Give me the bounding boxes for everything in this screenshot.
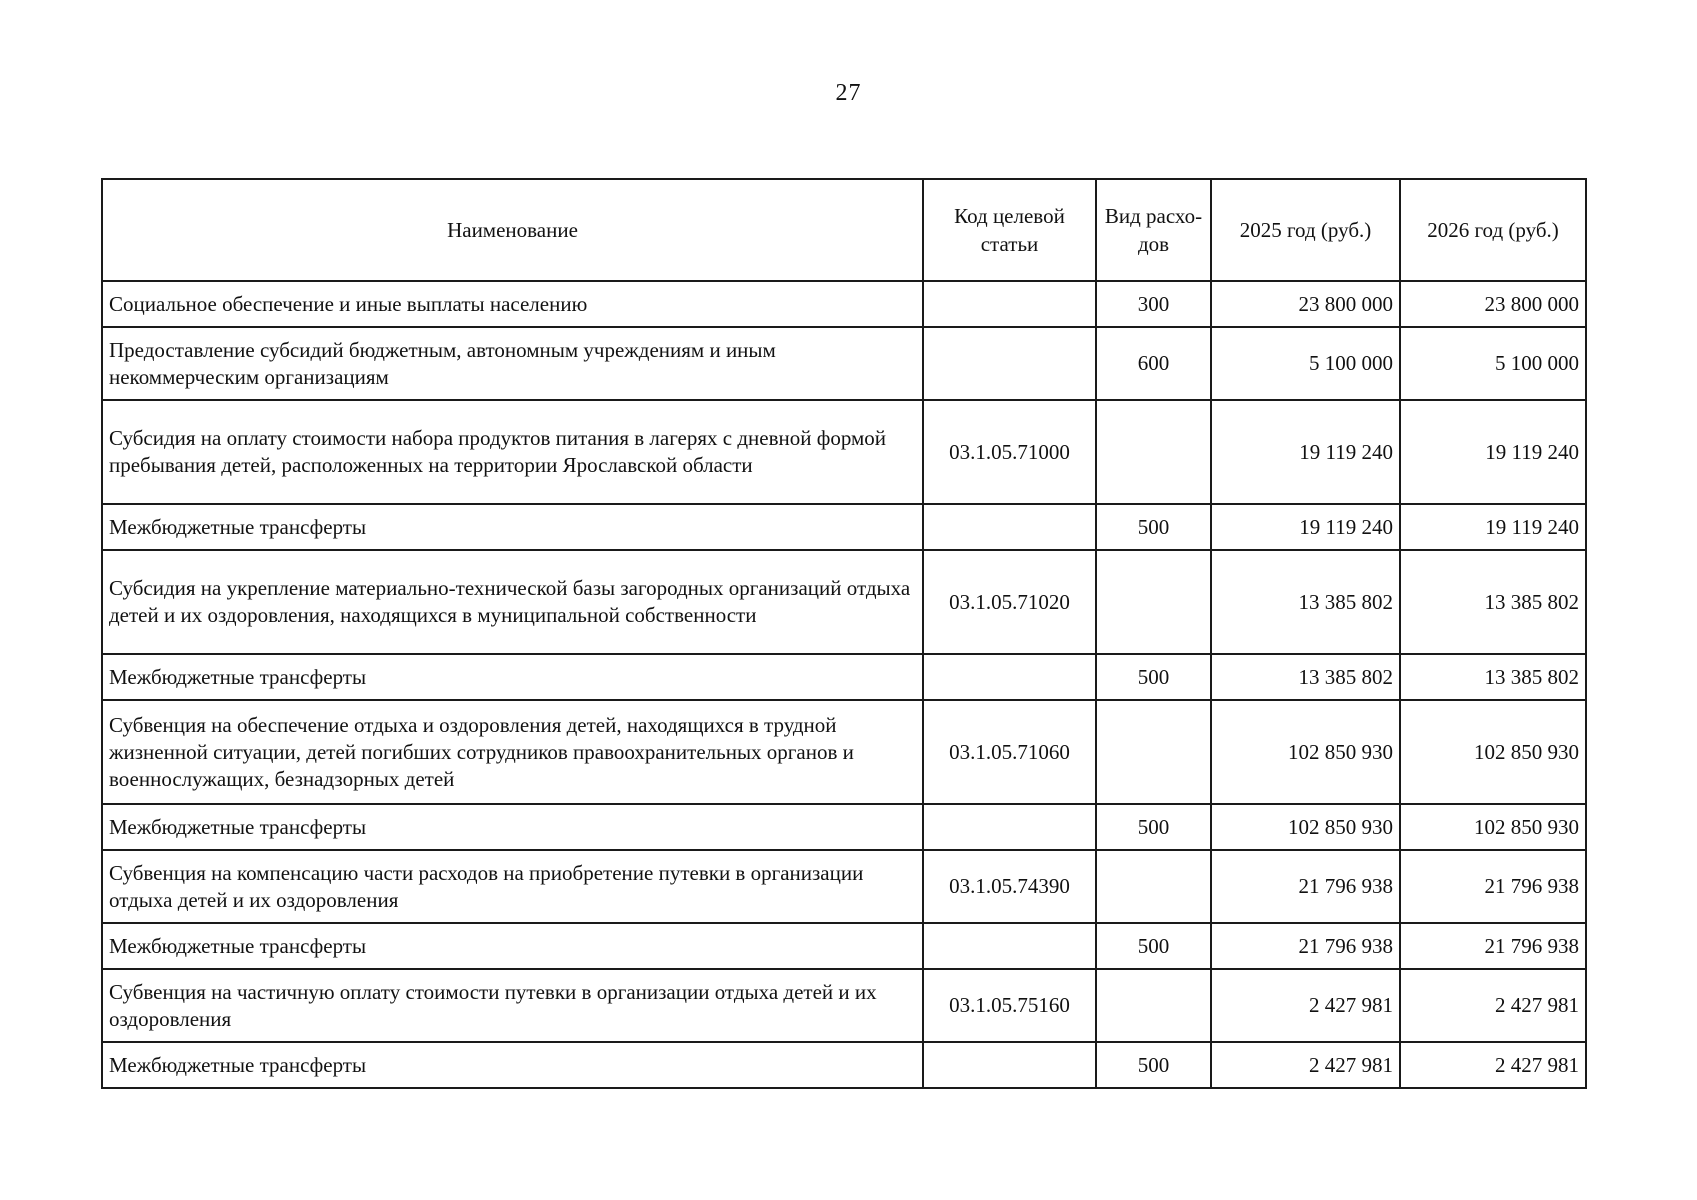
row-2025: 5 100 000 bbox=[1211, 327, 1400, 400]
row-2026: 19 119 240 bbox=[1400, 400, 1586, 504]
table-row bbox=[102, 400, 1586, 504]
row-2025: 21 796 938 bbox=[1211, 850, 1400, 923]
row-kind bbox=[1096, 850, 1211, 923]
row-2025: 23 800 000 bbox=[1211, 281, 1400, 327]
row-code bbox=[923, 281, 1096, 327]
table-row bbox=[102, 923, 1586, 969]
row-code bbox=[923, 654, 1096, 700]
row-kind bbox=[1096, 400, 1211, 504]
header-2025: 2025 год (руб.) bbox=[1211, 179, 1400, 281]
header-code: Код целевой статьи bbox=[923, 179, 1096, 281]
row-kind: 300 bbox=[1096, 281, 1211, 327]
row-code: 03.1.05.71060 bbox=[923, 700, 1096, 804]
table-row bbox=[102, 804, 1586, 850]
row-2025: 21 796 938 bbox=[1211, 923, 1400, 969]
row-kind bbox=[1096, 969, 1211, 1042]
row-2026: 2 427 981 bbox=[1400, 969, 1586, 1042]
row-kind: 600 bbox=[1096, 327, 1211, 400]
table-row bbox=[102, 969, 1586, 1042]
row-name: Субвенция на компенсацию части расходов на приобретение путевки в организации отдыха детей и их оздоровления bbox=[102, 850, 923, 923]
row-name: Субсидия на оплату стоимости набора продуктов питания в лагерях с дневной формой пребывания детей, расположенных на территории Ярославской области bbox=[102, 400, 923, 504]
row-code: 03.1.05.75160 bbox=[923, 969, 1096, 1042]
row-code bbox=[923, 1042, 1096, 1088]
row-2026: 5 100 000 bbox=[1400, 327, 1586, 400]
row-2025: 2 427 981 bbox=[1211, 1042, 1400, 1088]
table-row bbox=[102, 654, 1586, 700]
row-code: 03.1.05.71000 bbox=[923, 400, 1096, 504]
row-2025: 2 427 981 bbox=[1211, 969, 1400, 1042]
row-kind: 500 bbox=[1096, 654, 1211, 700]
row-2026: 13 385 802 bbox=[1400, 654, 1586, 700]
row-name: Межбюджетные трансферты bbox=[102, 504, 923, 550]
row-2025: 13 385 802 bbox=[1211, 550, 1400, 654]
table-row bbox=[102, 327, 1586, 400]
row-name: Социальное обеспечение и иные выплаты населению bbox=[102, 281, 923, 327]
row-name: Межбюджетные трансферты bbox=[102, 923, 923, 969]
page-number: 27 bbox=[835, 80, 862, 106]
row-name: Субсидия на укрепление материально-технической базы загородных организаций отдыха детей и их оздоровления, находящихся в муниципальной собственности bbox=[102, 550, 923, 654]
row-2026: 19 119 240 bbox=[1400, 504, 1586, 550]
row-name: Субвенция на частичную оплату стоимости путевки в организации отдыха детей и их оздоровления bbox=[102, 969, 923, 1042]
row-2026: 23 800 000 bbox=[1400, 281, 1586, 327]
row-kind: 500 bbox=[1096, 504, 1211, 550]
row-kind bbox=[1096, 550, 1211, 654]
row-2025: 19 119 240 bbox=[1211, 400, 1400, 504]
row-kind bbox=[1096, 700, 1211, 804]
row-kind: 500 bbox=[1096, 923, 1211, 969]
row-kind: 500 bbox=[1096, 1042, 1211, 1088]
budget-table bbox=[101, 178, 1587, 1089]
row-name: Межбюджетные трансферты bbox=[102, 804, 923, 850]
row-code bbox=[923, 804, 1096, 850]
row-name: Субвенция на обеспечение отдыха и оздоровления детей, находящихся в трудной жизненной ситуации, детей погибших сотрудников правоохранительных органов и военнослужащих, безнадзорных детей bbox=[102, 700, 923, 804]
row-2025: 13 385 802 bbox=[1211, 654, 1400, 700]
row-2026: 13 385 802 bbox=[1400, 550, 1586, 654]
row-code bbox=[923, 504, 1096, 550]
table-row bbox=[102, 504, 1586, 550]
header-name: Наименование bbox=[102, 179, 923, 281]
row-code: 03.1.05.71020 bbox=[923, 550, 1096, 654]
table-row bbox=[102, 1042, 1586, 1088]
row-2026: 21 796 938 bbox=[1400, 850, 1586, 923]
row-2025: 19 119 240 bbox=[1211, 504, 1400, 550]
row-code bbox=[923, 327, 1096, 400]
row-2026: 102 850 930 bbox=[1400, 804, 1586, 850]
table-row bbox=[102, 700, 1586, 804]
row-2026: 21 796 938 bbox=[1400, 923, 1586, 969]
table-row bbox=[102, 550, 1586, 654]
header-kind: Вид расхо-дов bbox=[1096, 179, 1211, 281]
table-row bbox=[102, 281, 1586, 327]
row-2025: 102 850 930 bbox=[1211, 804, 1400, 850]
row-2025: 102 850 930 bbox=[1211, 700, 1400, 804]
table-row bbox=[102, 850, 1586, 923]
table-header-row bbox=[102, 179, 1586, 281]
row-code: 03.1.05.74390 bbox=[923, 850, 1096, 923]
row-name: Предоставление субсидий бюджетным, автономным учреждениям и иным некоммерческим организациям bbox=[102, 327, 923, 400]
header-2026: 2026 год (руб.) bbox=[1400, 179, 1586, 281]
row-name: Межбюджетные трансферты bbox=[102, 1042, 923, 1088]
row-2026: 2 427 981 bbox=[1400, 1042, 1586, 1088]
row-code bbox=[923, 923, 1096, 969]
row-2026: 102 850 930 bbox=[1400, 700, 1586, 804]
row-name: Межбюджетные трансферты bbox=[102, 654, 923, 700]
row-kind: 500 bbox=[1096, 804, 1211, 850]
